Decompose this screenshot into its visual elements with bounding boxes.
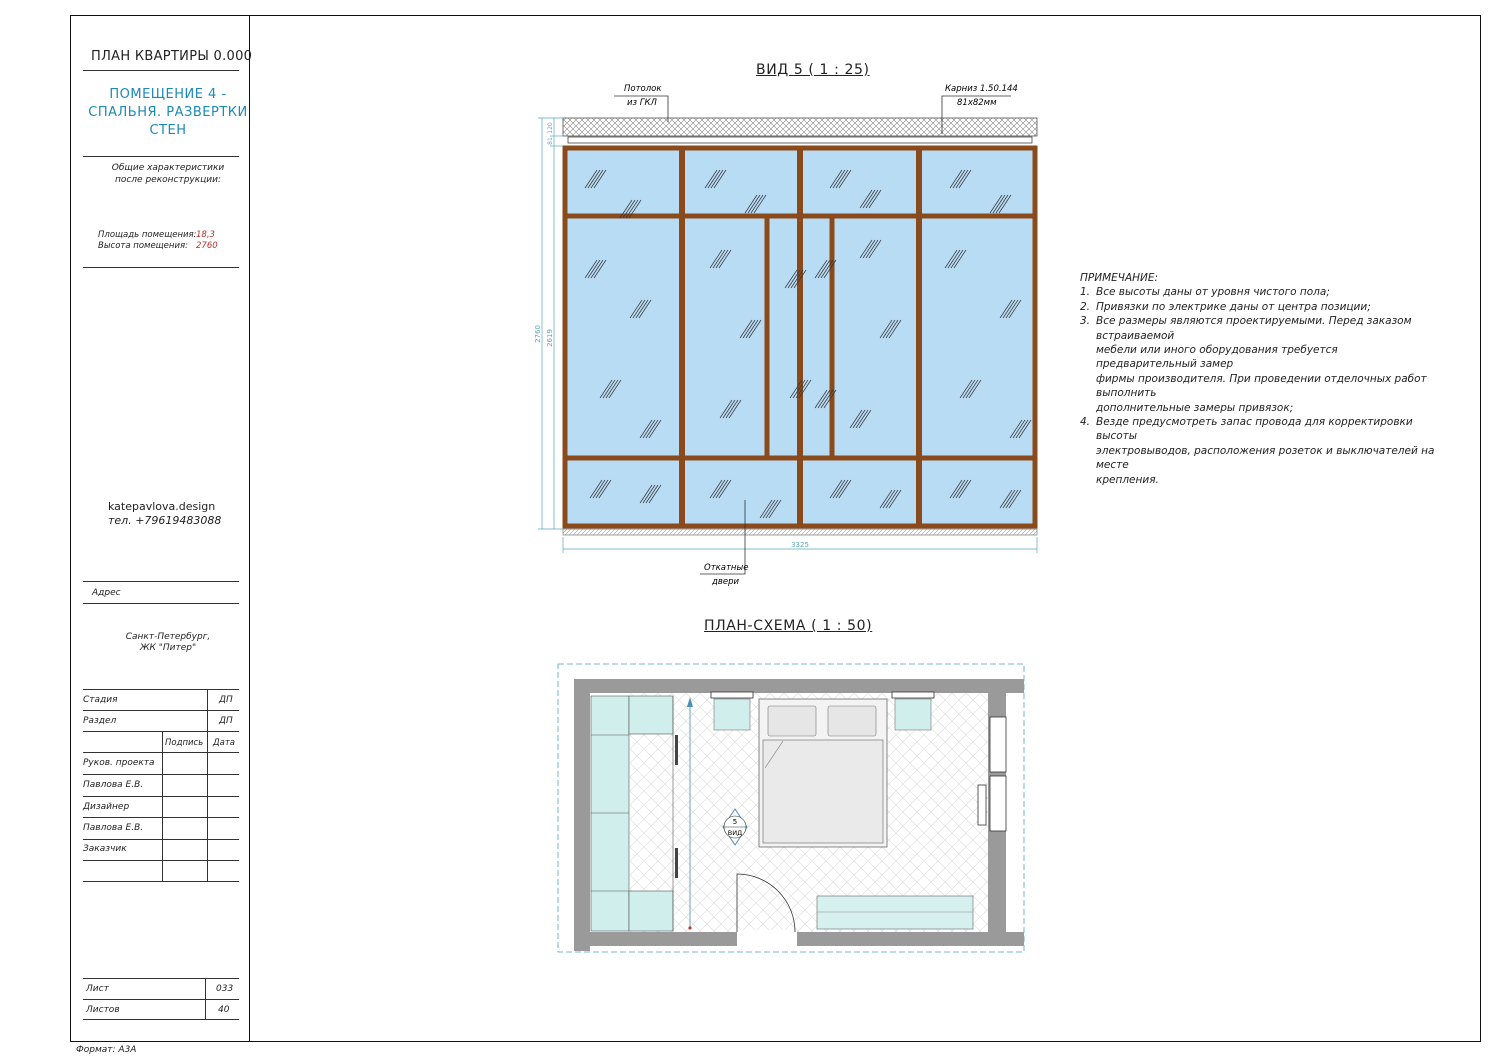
- format-label: Формат: А3А: [76, 1045, 137, 1055]
- notes-heading: ПРИМЕЧАНИЕ:: [1080, 272, 1159, 284]
- sheet-value: 033: [216, 984, 234, 994]
- stamp-vline: [207, 689, 208, 731]
- wall-top: [574, 679, 1024, 693]
- notes: [1080, 271, 1440, 487]
- note-item: мебели или иного оборудования требуется предварительный замер: [1096, 344, 1338, 371]
- stamp-line: [83, 774, 239, 775]
- stamp-line: [83, 1019, 239, 1020]
- section-label: Раздел: [83, 716, 117, 726]
- ceiling-slab: [563, 118, 1037, 136]
- stamp-line: [83, 999, 239, 1000]
- stage-label: Стадия: [83, 695, 118, 705]
- dim-top-a: 120: [547, 122, 554, 134]
- room-title-line: ПОМЕЩЕНИЕ 4 -: [109, 87, 227, 102]
- stamp-line: [83, 752, 239, 753]
- note-item: 4. Везде предусмотреть запас провода для корректировки высоты: [1080, 416, 1413, 443]
- note-item: дополнительные замеры привязок;: [1096, 401, 1294, 414]
- pillow: [768, 706, 816, 736]
- designer-site: katepavlova.design: [108, 500, 216, 513]
- stamp-line: [83, 731, 239, 732]
- wardrobe-elevation: [520, 78, 1060, 593]
- sheets-label: Листов: [86, 1005, 120, 1015]
- note-item: 1. Все высоты даны от уровня чистого пола;: [1080, 286, 1330, 299]
- divider: [83, 156, 239, 157]
- wall-left: [574, 679, 590, 951]
- wall-bottom: [574, 932, 1024, 946]
- dresser: [817, 896, 973, 929]
- stamp-line: [83, 710, 239, 711]
- dim-top-b: 81: [547, 137, 554, 145]
- floor: [563, 529, 1037, 535]
- designer-phone: тел. +79619483088: [108, 514, 222, 527]
- sheet-label: Лист: [86, 984, 109, 994]
- stamp-row: Заказчик: [83, 844, 127, 854]
- dim-width: 3325: [791, 541, 809, 549]
- nightstand: [895, 699, 931, 730]
- stage-value: ДП: [219, 695, 233, 705]
- pillow: [828, 706, 876, 736]
- stamp-line: [83, 689, 239, 690]
- cornice-callout: 81х82мм: [957, 98, 997, 108]
- notes-list: [1080, 285, 1440, 487]
- room-title-line: СТЕН: [149, 123, 187, 138]
- floor-plan: [550, 658, 1030, 958]
- sheets-value: 40: [218, 1005, 230, 1015]
- door-gap: [737, 930, 797, 948]
- signature-header: Подпись: [165, 738, 204, 748]
- nightstand: [714, 699, 750, 730]
- stamp-vline: [207, 731, 208, 881]
- characteristics-caption: Общие характеристики после реконструкции:: [111, 163, 225, 185]
- area-value: 18,3: [196, 230, 215, 240]
- stamp-line: [83, 817, 239, 818]
- section-value: ДП: [219, 716, 233, 726]
- stamp-row: Павлова Е.В.: [83, 780, 144, 790]
- plan-heading: ПЛАН-СХЕМА ( 1 : 50): [704, 618, 873, 634]
- stamp-line: [83, 860, 239, 861]
- stamp-row: Руков. проекта: [83, 758, 155, 768]
- door-callout: двери: [712, 577, 740, 587]
- ceiling-callout: из ГКЛ: [627, 98, 657, 108]
- cornice: [568, 137, 1032, 143]
- stamp-vline: [205, 978, 206, 1019]
- divider: [83, 603, 239, 604]
- ceiling-callout: Потолок: [624, 84, 662, 94]
- view-marker-label: ВИД: [727, 829, 743, 837]
- note-item: крепления.: [1096, 473, 1159, 486]
- stamp-line: [83, 978, 239, 979]
- stamp-line: [83, 881, 239, 882]
- radiator: [978, 785, 986, 825]
- divider: [83, 581, 239, 582]
- address-label: Адрес: [92, 588, 121, 598]
- area-label: Площадь помещения:: [98, 230, 197, 240]
- note-item: фирмы производителя. При проведении отделочных работ выполнить: [1096, 372, 1427, 400]
- note-item: электровыводов, расположения розеток и выключателей на месте: [1096, 444, 1435, 472]
- stamp-row: Павлова Е.В.: [83, 823, 144, 833]
- note-item: 3. Все размеры являются проектируемыми. Перед заказом встраиваемой: [1080, 315, 1412, 342]
- dim-wardrobe-height: 2619: [546, 329, 554, 347]
- room-title: [80, 86, 256, 140]
- address-value: Санкт-Петербург, ЖК "Питер": [125, 632, 211, 653]
- height-label: Высота помещения:: [98, 241, 188, 251]
- divider: [83, 70, 239, 71]
- note-item: 2. Привязки по электрике даны от центра позиции;: [1080, 300, 1371, 313]
- divider: [83, 267, 239, 268]
- room-title-line: СПАЛЬНЯ. РАЗВЕРТКИ: [88, 105, 248, 120]
- wardrobe-plan: [591, 696, 629, 931]
- stamp-line: [83, 796, 239, 797]
- cornice-callout: Карниз 1.50.144: [945, 84, 1018, 94]
- plan-title: ПЛАН КВАРТИРЫ 0.000: [91, 49, 253, 64]
- date-header: Дата: [213, 738, 236, 748]
- stamp-vline: [162, 731, 163, 881]
- stamp-row: Дизайнер: [83, 802, 130, 812]
- stamp-line: [83, 839, 239, 840]
- dim-total-height: 2760: [534, 325, 542, 343]
- view-marker-number: 5: [732, 818, 738, 826]
- height-value: 2760: [196, 241, 218, 251]
- elevation-heading: ВИД 5 ( 1 : 25): [756, 62, 870, 78]
- door-callout: Откатные: [704, 563, 749, 573]
